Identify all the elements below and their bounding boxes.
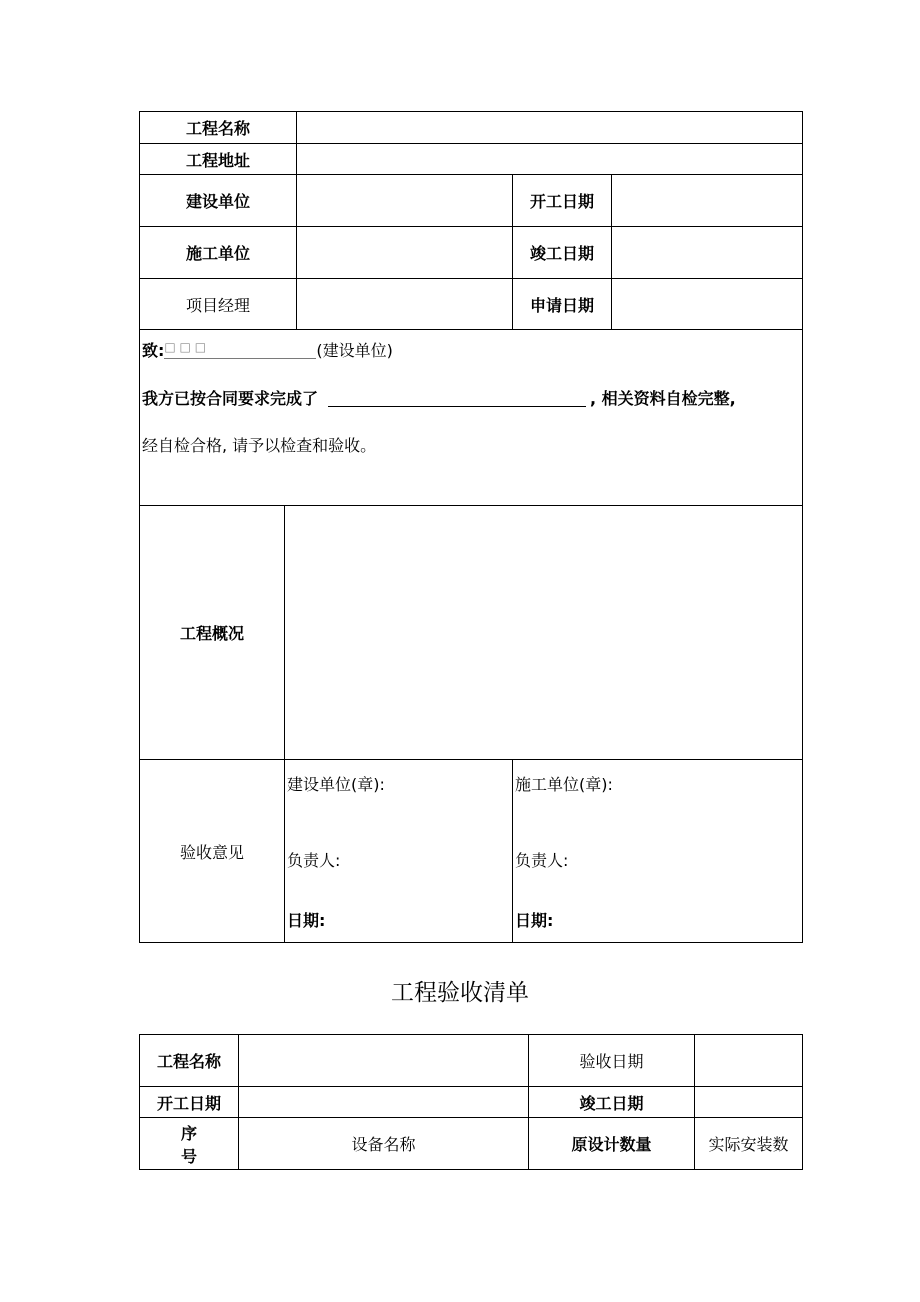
contractor-signature-cell[interactable] (513, 760, 803, 943)
list-start-date-value[interactable] (239, 1087, 529, 1118)
column-header-equipment-name: 设备名称 (239, 1118, 529, 1170)
completion-date-label: 竣工日期 (513, 227, 612, 279)
list-project-name-value[interactable] (239, 1035, 529, 1087)
letter-line2-prefix: 我方已按合同要求完成了 (142, 389, 319, 408)
acceptance-list-title: 工程验收清单 (391, 980, 529, 1006)
addressee-blank[interactable] (164, 342, 316, 359)
project-address-label: 工程地址 (140, 144, 297, 175)
start-date-label: 开工日期 (513, 175, 612, 227)
contractor-seal-label: 施工单位(章): (515, 775, 613, 794)
list-start-date-label: 开工日期 (140, 1087, 239, 1118)
acceptance-opinion-label: 验收意见 (140, 760, 285, 943)
list-project-name-label: 工程名称 (140, 1035, 239, 1087)
letter-line2-suffix: , 相关资料自检完整, (590, 389, 736, 408)
contractor-label: 施工单位 (140, 227, 297, 279)
project-name-label: 工程名称 (140, 112, 297, 144)
letter-to-prefix: 致: (142, 341, 165, 360)
addressee-placeholder: □ □ □ (164, 340, 207, 354)
project-overview-label: 工程概况 (140, 506, 285, 760)
application-letter (140, 330, 803, 506)
completion-acceptance-application-form (139, 111, 803, 943)
construction-unit-responsible-label: 负责人: (287, 851, 341, 870)
column-header-design-quantity: 原设计数量 (529, 1118, 695, 1170)
construction-unit-value[interactable] (297, 175, 513, 227)
list-acceptance-date-label: 验收日期 (529, 1035, 695, 1087)
start-date-value[interactable] (612, 175, 803, 227)
letter-to-suffix: (建设单位) (316, 341, 393, 360)
completion-date-value[interactable] (612, 227, 803, 279)
completed-work-blank[interactable] (328, 390, 586, 407)
acceptance-list-table (139, 1034, 803, 1170)
construction-unit-label: 建设单位 (140, 175, 297, 227)
list-completion-date-label: 竣工日期 (529, 1087, 695, 1118)
letter-addressee-line (142, 342, 802, 366)
construction-unit-signature-cell[interactable] (285, 760, 513, 943)
letter-body-line (142, 390, 802, 414)
project-name-value[interactable] (297, 112, 803, 144)
list-completion-date-value[interactable] (695, 1087, 803, 1118)
column-header-installed-quantity: 实际安装数 (695, 1118, 803, 1170)
contractor-date-label: 日期: (515, 911, 554, 930)
column-header-serial: 序号 (140, 1118, 239, 1170)
contractor-value[interactable] (297, 227, 513, 279)
construction-unit-date-label: 日期: (287, 911, 326, 930)
project-manager-label: 项目经理 (140, 279, 297, 330)
application-date-value[interactable] (612, 279, 803, 330)
construction-unit-seal-label: 建设单位(章): (287, 775, 385, 794)
project-manager-value[interactable] (297, 279, 513, 330)
list-acceptance-date-value[interactable] (695, 1035, 803, 1087)
letter-line3: 经自检合格, 请予以检查和验收。 (142, 436, 377, 455)
contractor-responsible-label: 负责人: (515, 851, 569, 870)
project-address-value[interactable] (297, 144, 803, 175)
project-overview-value[interactable] (285, 506, 803, 760)
application-date-label: 申请日期 (513, 279, 612, 330)
letter-closing-line (142, 438, 802, 462)
